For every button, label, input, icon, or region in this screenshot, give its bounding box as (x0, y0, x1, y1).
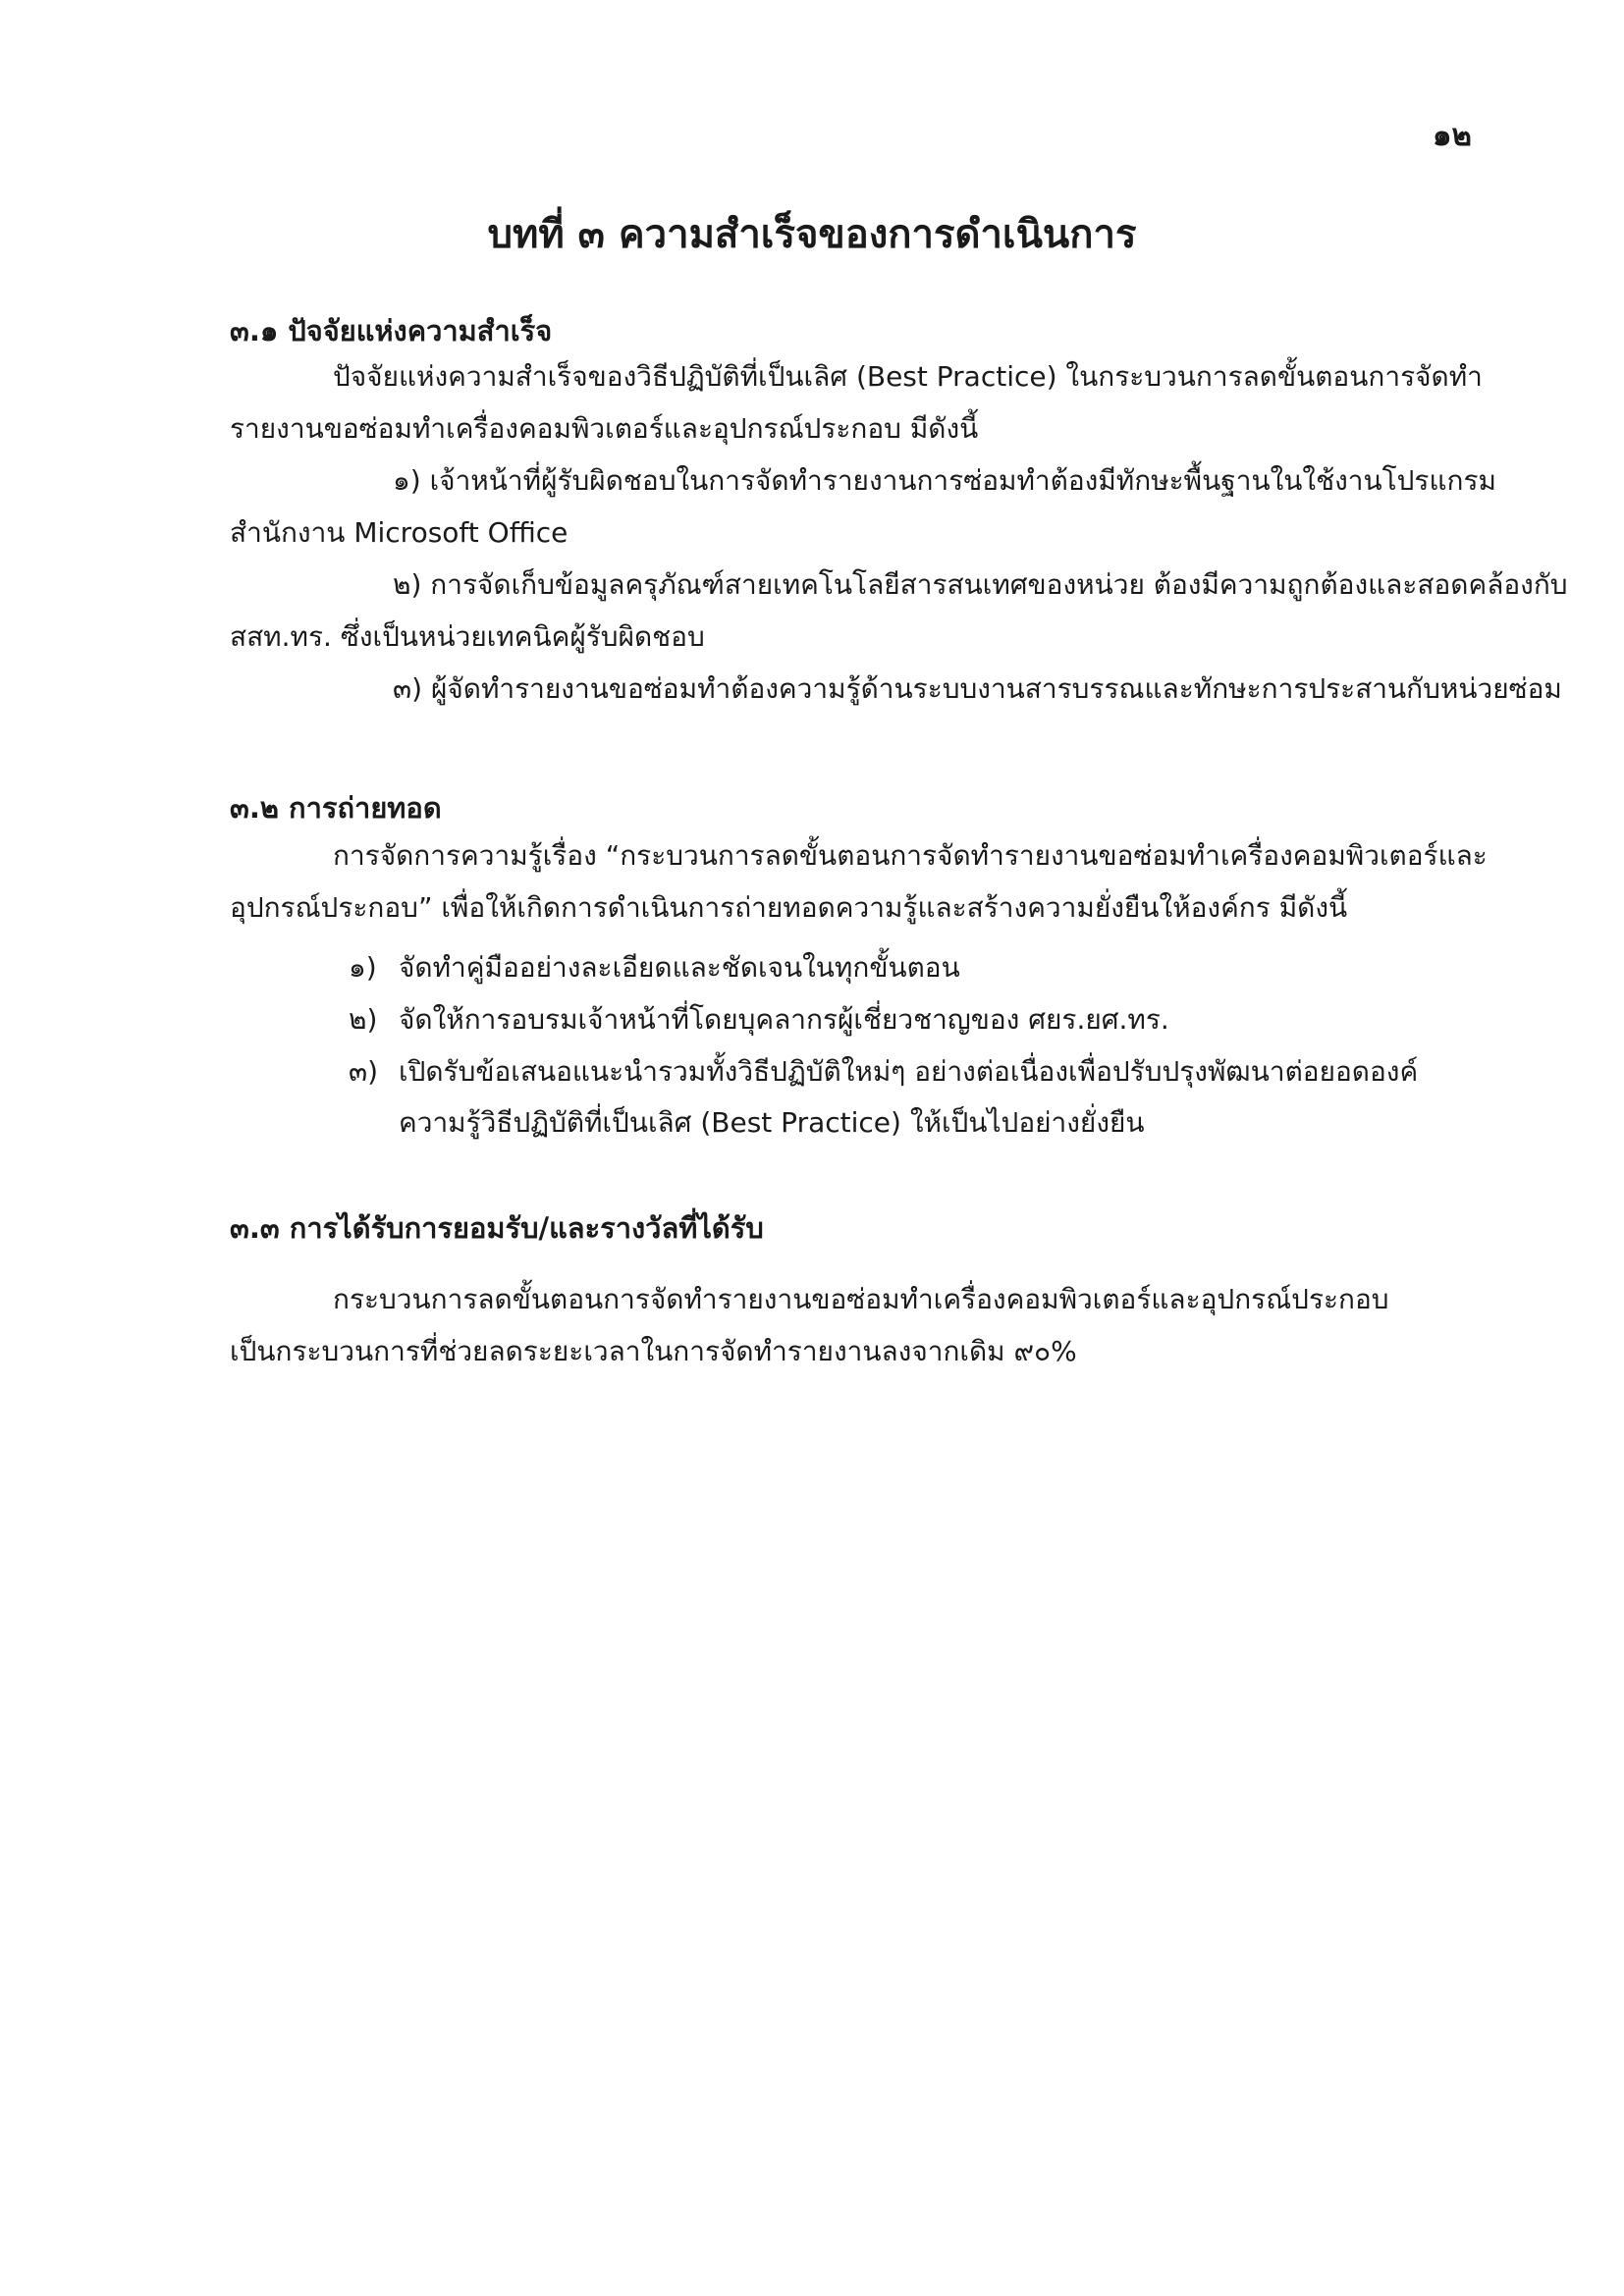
section-2-heading: ๓.๒ การถ่ายทอด (230, 791, 442, 825)
section-2-item-3-number: ๓) (349, 1055, 379, 1088)
section-3-line-1: กระบวนการลดขั้นตอนการจัดทำรายงานขอซ่อมทำเครื่องคอมพิวเตอร์และอุปกรณ์ประกอบ (333, 1283, 1389, 1315)
section-1-heading: ๓.๑ ปัจจัยแห่งความสำเร็จ (230, 314, 553, 347)
section-2-item-1-text: จัดทำคู่มืออย่างละเอียดและชัดเจนในทุกขั้นตอน (399, 951, 960, 984)
section-2-item-2-number: ๒) (349, 1003, 378, 1036)
section-1-item-3-line-1: ๓) ผู้จัดทำรายงานขอซ่อมทำต้องความรู้ด้านระบบงานสารบรรณและทักษะการประสานกับหน่วยซ่อม (393, 672, 1562, 705)
page-number: ๑๒ (1432, 118, 1472, 153)
section-1-item-1-line-1: ๑) เจ้าหน้าที่ผู้รับผิดชอบในการจัดทำรายงานการซ่อมทำต้องมีทักษะพื้นฐานในใช้งานโปรแกรม (393, 464, 1496, 497)
section-1-item-2-line-2: สสท.ทร. ซึ่งเป็นหน่วยเทคนิคผู้รับผิดชอบ (230, 620, 705, 653)
section-2-intro-line-1: การจัดการความรู้เรื่อง “กระบวนการลดขั้นตอนการจัดทำรายงานขอซ่อมทำเครื่องคอมพิวเตอร์และ (333, 839, 1488, 872)
section-1-item-2-line-1: ๒) การจัดเก็บข้อมูลครุภัณฑ์สายเทคโนโลยีสารสนเทศของหน่วย ต้องมีความถูกต้องและสอดคล้องกับ (393, 568, 1568, 601)
section-3-line-2: เป็นกระบวนการที่ช่วยลดระยะเวลาในการจัดทำรายงานลงจากเดิม ๙๐% (230, 1335, 1077, 1367)
section-1-intro-line-1: ปัจจัยแห่งความสำเร็จของวิธีปฏิบัติที่เป็นเลิศ (Best Practice) ในกระบวนการลดขั้นตอนการจัดทำ (333, 360, 1483, 393)
section-2-intro-line-2: อุปกรณ์ประกอบ” เพื่อให้เกิดการดำเนินการถ่ายทอดความรู้และสร้างความยั่งยืนให้องค์กร มีดังนี้ (230, 891, 1348, 924)
section-3-heading: ๓.๓ การได้รับการยอมรับ/และรางวัลที่ได้รับ (230, 1211, 764, 1245)
section-2-item-3-text-line-2: ความรู้วิธีปฏิบัติที่เป็นเลิศ (Best Practice) ให้เป็นไปอย่างยั่งยืน (399, 1106, 1145, 1139)
section-1-intro (230, 350, 1568, 715)
section-1-intro-line-2: รายงานขอซ่อมทำเครื่องคอมพิวเตอร์และอุปกรณ์ประกอบ มีดังนี้ (230, 412, 979, 445)
section-2-item-3-text: เปิดรับข้อเสนอแนะนำรวมทั้งวิธีปฏิบัติใหม่ๆ อย่างต่อเนื่องเพื่อปรับปรุงพัฒนาต่อยอดองค์ (399, 1055, 1419, 1088)
section-2-intro (230, 829, 1488, 934)
section-1-item-1-line-2: สำนักงาน Microsoft Office (230, 516, 568, 549)
chapter-title: บทที่ ๓ ความสำเร็จของการดำเนินการ (487, 212, 1137, 257)
section-2-item-2-text: จัดให้การอบรมเจ้าหน้าที่โดยบุคลากรผู้เชี่ยวชาญของ ศยร.ยศ.ทร. (399, 1003, 1169, 1036)
section-2-item-1-number: ๑) (349, 951, 377, 984)
section-3-body (230, 1273, 1453, 1377)
